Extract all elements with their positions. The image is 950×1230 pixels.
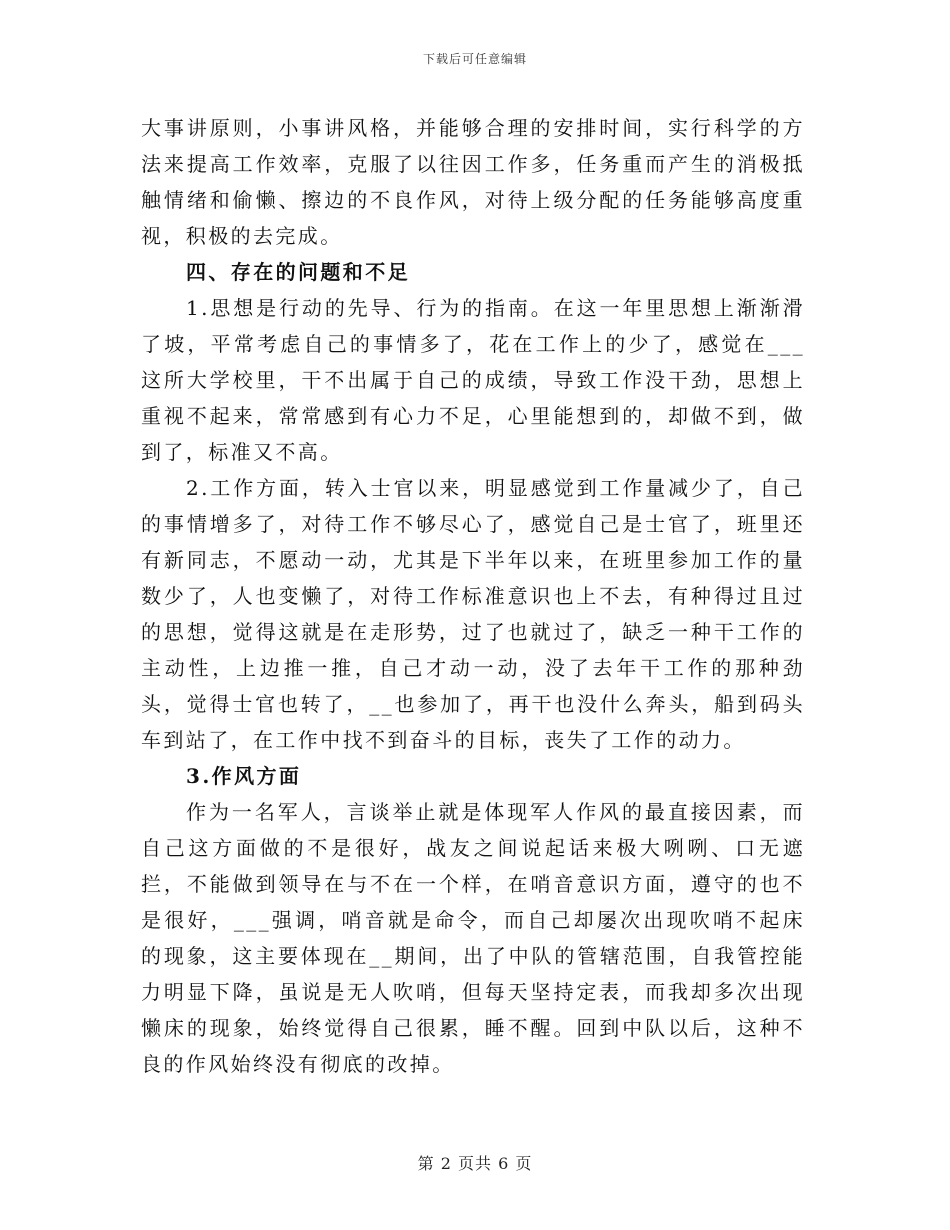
paragraph-work: 2.工作方面，转入士官以来，明显感觉到工作量减少了，自己的事情增多了，对待工作不够尽心了，感觉自己是士官了，班里还有新同志，不愿动一动，尤其是下半年以来，在班里参加工作的量数少了，人也变懒了，对待工作标准意识也上不去，有种得过且过的思想，觉得这就是在走形势，过了也就过了，缺乏一种干工作的主动性，上边推一推，自己才动一动，没了去年干工作的那种劲头，觉得士官也转了，__也参加了，再干也没什么奔头，船到码头车到站了，在工作中找不到奋斗的目标，丧失了工作的动力。 — [141, 476, 805, 752]
page-number: 第 2 页共 6 页 — [417, 1154, 533, 1173]
document-body — [141, 110, 805, 1082]
section-heading-problems: 四、存在的问题和不足 — [186, 260, 410, 284]
paragraph-continuation: 大事讲原则，小事讲风格，并能够合理的安排时间，实行科学的方法来提高工作效率，克服了以往因工作多，任务重而产生的消极抵触情绪和偷懒、擦边的不良作风，对待上级分配的任务能够高度重视，积极的去完成。 — [141, 116, 805, 248]
page-header: 下载后可任意编辑 — [422, 52, 527, 66]
paragraph-thinking: 1.思想是行动的先导、行为的指南。在这一年里思想上渐渐滑了坡，平常考虑自己的事情多了，花在工作上的少了，感觉在___这所大学校里，干不出属于自己的成绩，导致工作没干劲，思想上重视不起来，常常感到有心力不足，心里能想到的，却做不到，做到了，标准又不高。 — [141, 296, 805, 464]
paragraph-style: 作为一名军人，言谈举止就是体现军人作风的最直接因素，而自己这方面做的不是很好，战友之间说起话来极大咧咧、口无遮拦，不能做到领导在与不在一个样，在哨音意识方面，遵守的也不是很好，___强调，哨音就是命令，而自己却屡次出现吹哨不起床的现象，这主要体现在__期间，出了中队的管辖范围，自我管控能力明显下降，虽说是无人吹哨，但每天坚持定表，而我却多次出现懒床的现象，始终觉得自己很累，睡不醒。回到中队以后，这种不良的作风始终没有彻底的改掉。 — [141, 800, 805, 1076]
subheading-style: 3.作风方面 — [186, 764, 302, 788]
